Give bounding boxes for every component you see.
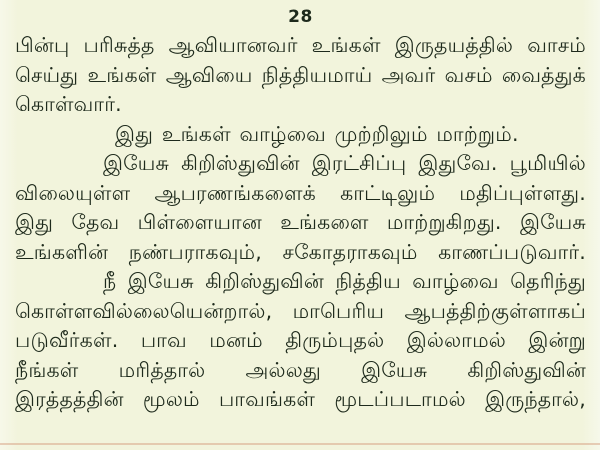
text-line: நீங்கள் மரித்தால் அல்லது இயேசு கிறிஸ்துவின் (15, 357, 586, 382)
text-line: இது உங்கள் வாழ்வை முற்றிலும் மாற்றும். (115, 121, 519, 146)
page-number-text: 28 (288, 7, 313, 27)
text-line: இரத்தத்தின் மூலம் பாவங்கள் மூடப்படாமல் இருந்தால், (15, 387, 586, 411)
text-line: உங்களின் நண்பராகவும், சகோதராகவும் காணப்படுவார். (15, 239, 586, 264)
text-line: கொள்வார். (15, 92, 122, 116)
paragraph-4 (15, 267, 586, 415)
text-line: விலையுள்ள ஆபரணங்களைக் காட்டிலும் மதிப்புள்ளது. (15, 180, 586, 205)
text-line: இது தேவ பிள்ளையான உங்களை மாற்றுகிறது. இயேசு (15, 210, 586, 234)
text-line: பின்பு பரிசுத்த ஆவியானவர் உங்கள் இருதயத்தில் வாசம் (15, 33, 586, 57)
text-line: படுவீர்கள். பாவ மனம் திரும்புதல் இல்லாமல் இன்று (15, 328, 586, 352)
text-line: நீ இயேசு கிறிஸ்துவின் நித்திய வாழ்வை தெரிந்து (103, 269, 586, 293)
text-line: செய்து உங்கள் ஆவியை நித்தியமாய் அவர் வசம் வைத்துக் (15, 62, 586, 87)
page-number (15, 5, 586, 29)
text-line: இயேசு கிறிஸ்துவின் இரட்சிப்பு இதுவே. பூமியில் (103, 151, 586, 175)
paragraph-3 (15, 149, 586, 267)
paragraph-2 (15, 120, 586, 150)
paragraph-1 (15, 31, 586, 120)
text-line: கொள்ளவில்லையென்றால், மாபெரிய ஆபத்திற்குள்ளாகப் (15, 298, 586, 323)
